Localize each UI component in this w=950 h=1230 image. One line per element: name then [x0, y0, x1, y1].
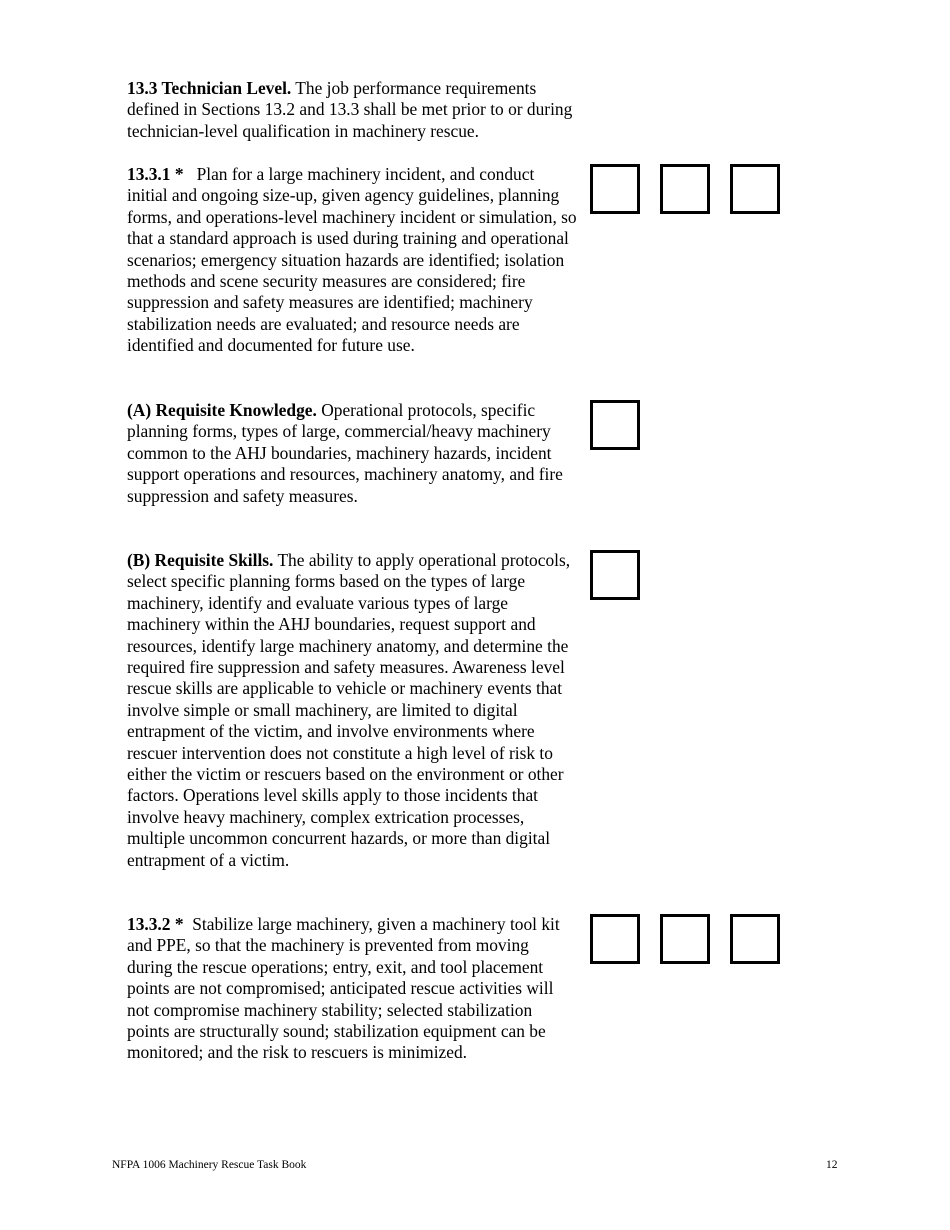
section-heading: 13.3.2 *	[127, 914, 184, 934]
section-requisite-knowledge	[127, 400, 577, 507]
page-number: 12	[826, 1159, 838, 1171]
footer-title: NFPA 1006 Machinery Rescue Task Book	[112, 1159, 307, 1171]
signoff-checkbox-2[interactable]	[660, 914, 710, 964]
signoff-checkbox-2[interactable]	[660, 164, 710, 214]
section-body: The ability to apply operational protocols, select specific planning forms based on the types of large machinery, identify and evaluate various types of large machinery within the AHJ boundaries, request support and resources, identify large machinery anatomy, and determine the required fire suppression and safety measures. Awareness level rescue skills are applicable to vehicle or machinery events that involve simple or small machinery, are limited to digital entrapment of the victim, and involve environments where rescuer intervention does not constitute a high level of risk to either the victim or rescuers based on the environment or other factors. Operations level skills apply to those incidents that involve heavy machinery, complex extrication processes, multiple uncommon concurrent hazards, or more than digital entrapment of a victim.	[127, 550, 571, 870]
signoff-checkbox-skills[interactable]	[590, 550, 640, 600]
section-13-3-1	[127, 164, 581, 357]
section-heading: 13.3.1 *	[127, 164, 184, 184]
signoff-checkbox-1[interactable]	[590, 914, 640, 964]
section-body: Plan for a large machinery incident, and conduct initial and ongoing size-up, given agency guidelines, planning forms, and operations-level machinery incident or simulation, so that a standard approach is used during training and operational scenarios; emergency situation hazards are identified; isolation methods and scene security measures are considered; fire suppression and safety measures are identified; machinery stabilization needs are evaluated; and resource needs are identified and documented for future use.	[127, 164, 581, 356]
section-body: Stabilize large machinery, given a machinery tool kit and PPE, so that the machinery is prevented from moving during the rescue operations; entry, exit, and tool placement points are not compromised; anticipated rescue activities will not compromise machinery stability; selected stabilization points are structurally sound; stabilization equipment can be monitored; and the risk to rescuers is minimized.	[127, 914, 565, 1063]
section-heading: 13.3 Technician Level.	[127, 78, 292, 98]
section-body: Operational protocols, specific planning forms, types of large, commercial/heavy machinery common to the AHJ boundaries, machinery hazards, incident support operations and resources, machinery anatomy, and fire suppression and safety measures.	[127, 400, 563, 506]
section-13-3-2	[127, 914, 577, 1064]
section-requisite-skills	[127, 550, 577, 871]
section-heading: (B) Requisite Skills.	[127, 550, 274, 570]
signoff-checkbox-3[interactable]	[730, 914, 780, 964]
signoff-checkbox-1[interactable]	[590, 164, 640, 214]
signoff-checkbox-knowledge[interactable]	[590, 400, 640, 450]
section-13-3	[127, 78, 577, 142]
section-heading: (A) Requisite Knowledge.	[127, 400, 317, 420]
section-body: The job performance requirements defined in Sections 13.2 and 13.3 shall be met prior to or during technician-level qualification in machinery rescue.	[127, 78, 573, 141]
signoff-checkbox-3[interactable]	[730, 164, 780, 214]
